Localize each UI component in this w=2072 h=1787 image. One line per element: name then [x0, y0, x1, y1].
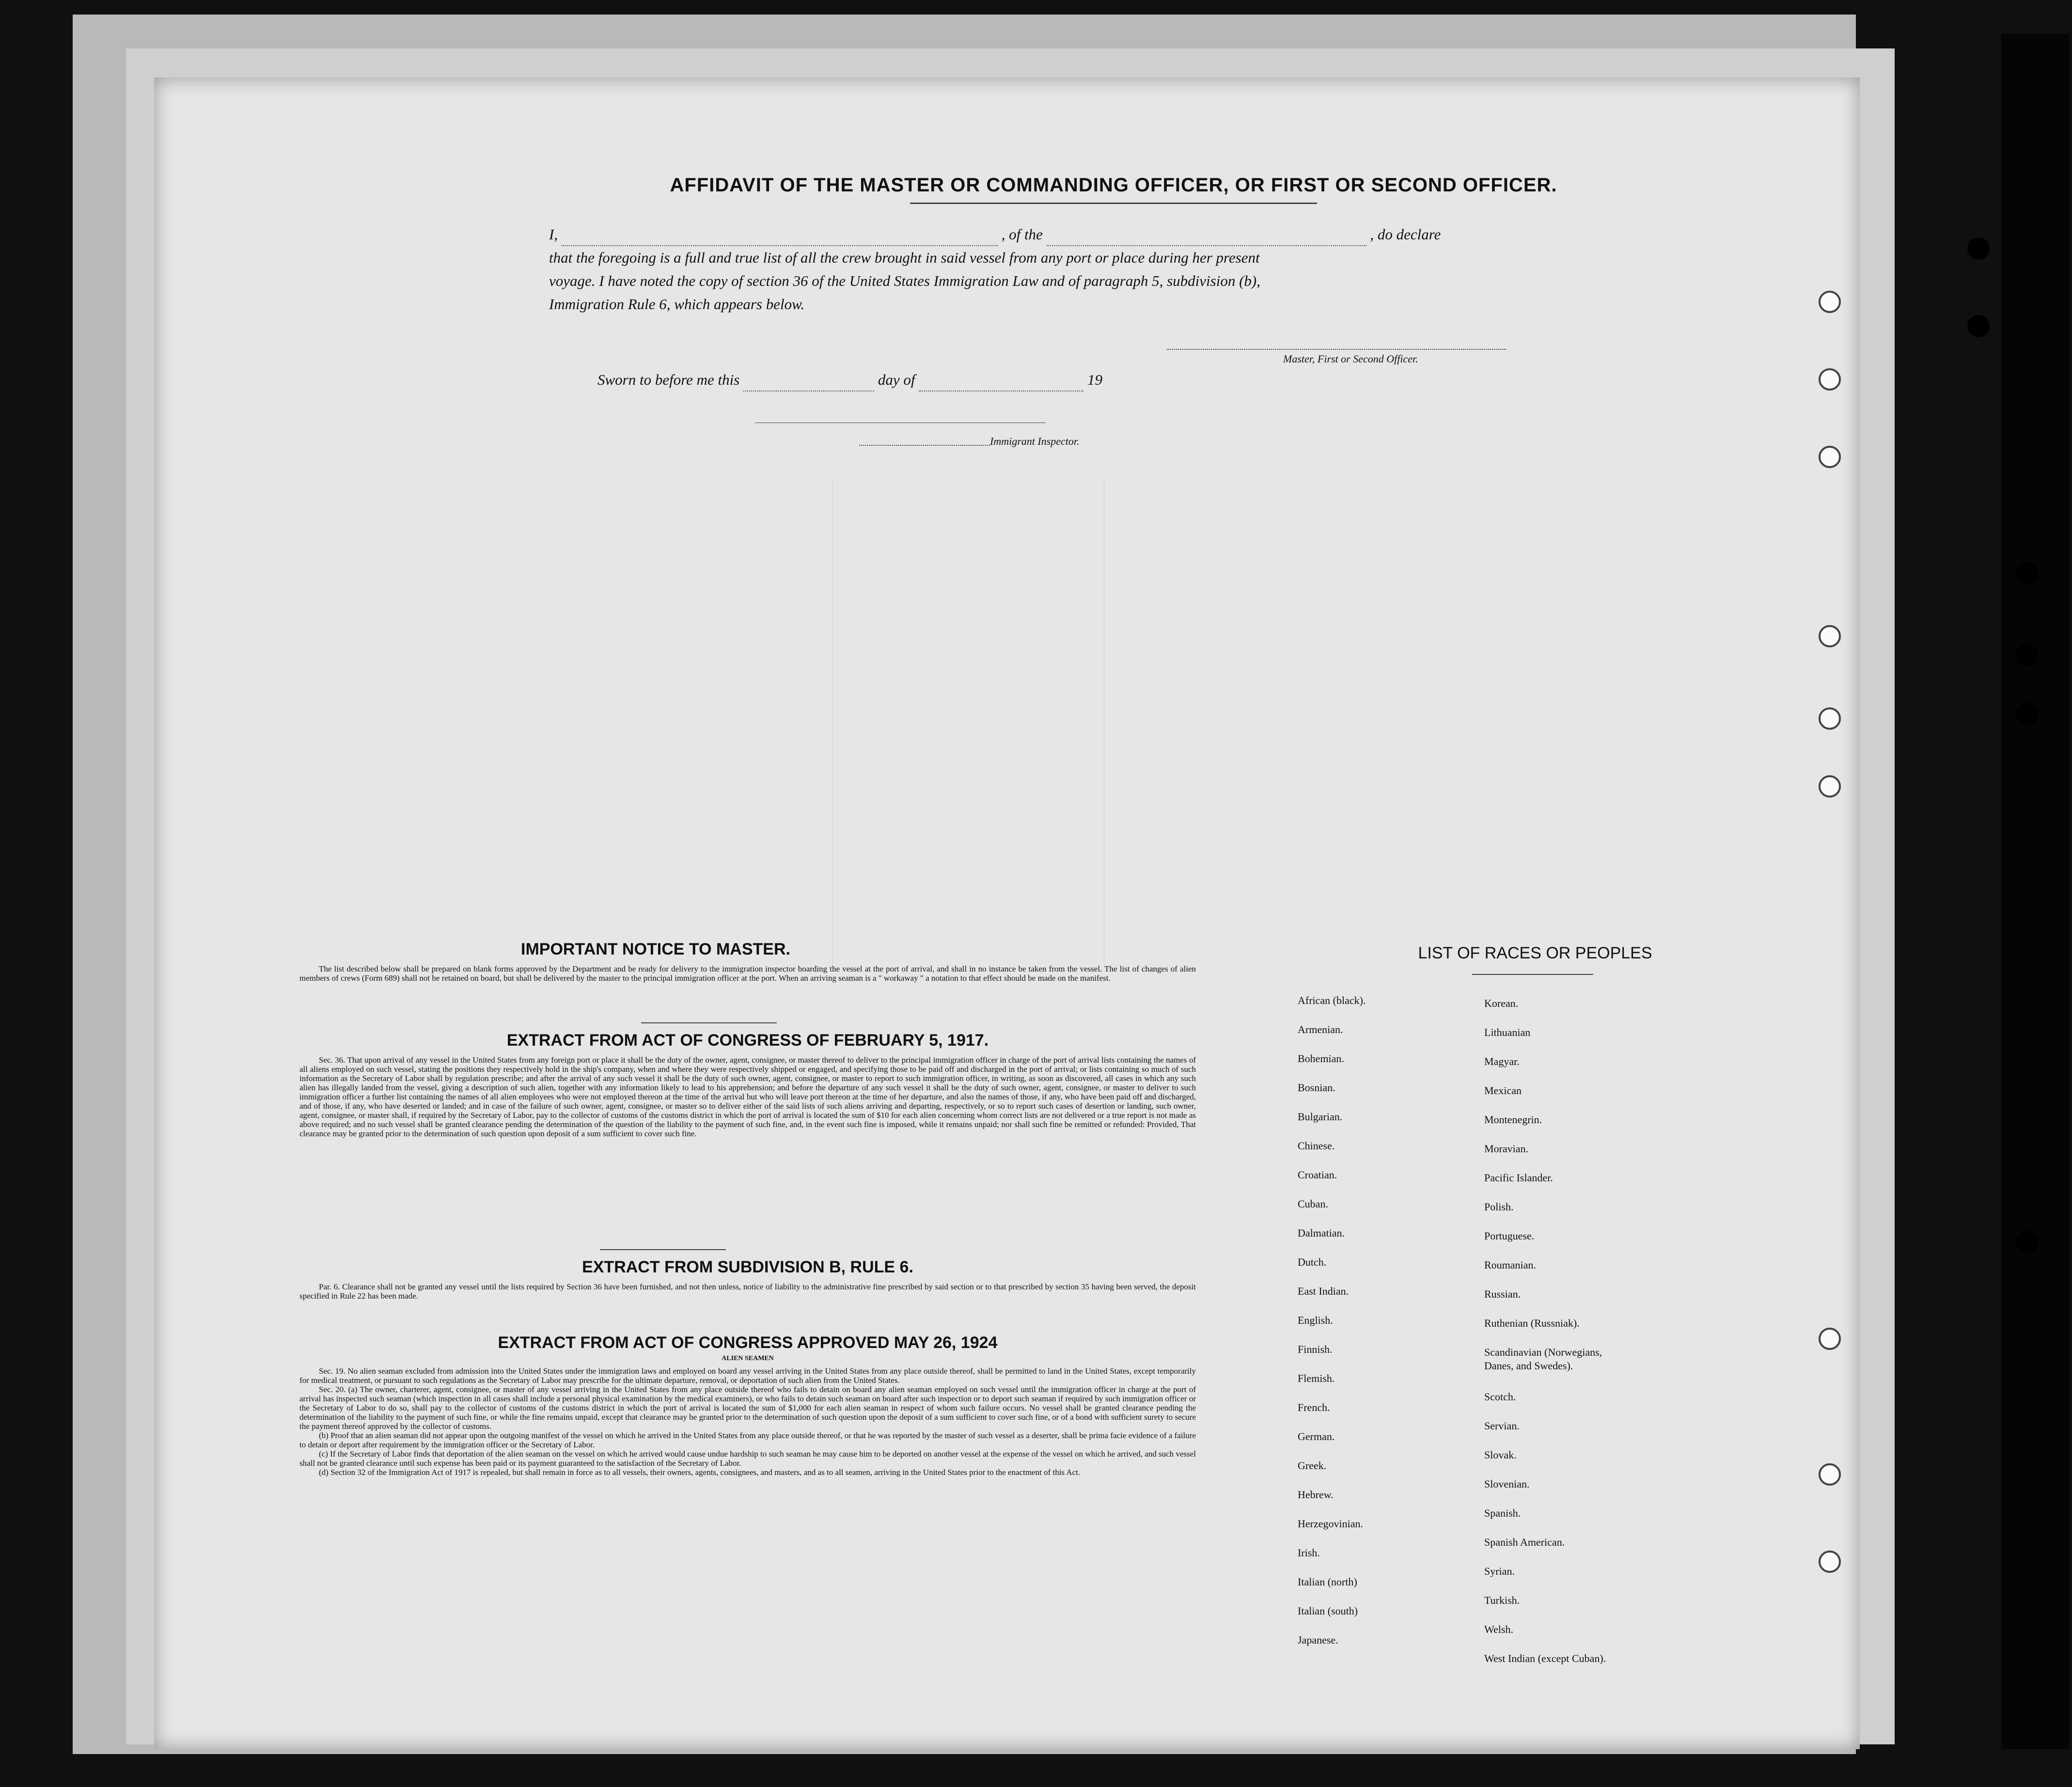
declarant-label: I,: [549, 226, 558, 243]
vessel-label: , of the: [1001, 226, 1043, 243]
race-item: Italian (south): [1298, 1605, 1358, 1617]
race-item: Bosnian.: [1298, 1082, 1335, 1094]
race-item: Dalmatian.: [1298, 1227, 1345, 1239]
punch-hole: [1819, 707, 1841, 730]
extract-1924-sec20d: (d) Section 32 of the Immigration Act of 1917 is repealed, but shall remain in force as to all vessels, their owners, agents, consignees, and masters, and as to all seamen, arriving in the United States prior to the enactment of this Act.: [319, 1468, 1081, 1477]
race-item: Greek.: [1298, 1459, 1327, 1472]
race-item: Spanish.: [1484, 1507, 1521, 1519]
race-item: African (black).: [1298, 994, 1366, 1006]
extract-1924-body: [299, 1366, 1196, 1477]
extract-1924-sec20b: (b) Proof that an alien seaman did not appear upon the outgoing manifest of the vessel on which he arrived in the United States from any place outside thereof, or that he was reported by the master of such vessel as a deserter, shall be prima facie evidence of a failure to detain or deport after requirement by the immigration officer or the Secretary of Labor.: [299, 1431, 1196, 1449]
race-item: Pacific Islander.: [1484, 1172, 1553, 1184]
punch-hole: [1819, 1328, 1841, 1350]
race-item: Slovak.: [1484, 1449, 1517, 1461]
race-item: Finnish.: [1298, 1343, 1333, 1355]
race-item: Scotch.: [1484, 1391, 1516, 1403]
race-item: Bulgarian.: [1298, 1111, 1343, 1123]
extract-rule6-title: EXTRACT FROM SUBDIVISION B, RULE 6.: [582, 1258, 913, 1276]
race-item: Italian (north): [1298, 1576, 1357, 1588]
race-item: Flemish.: [1298, 1372, 1335, 1384]
race-item: Turkish.: [1484, 1594, 1520, 1606]
punch-hole: [1819, 775, 1841, 798]
sworn-line: [597, 368, 1324, 392]
race-item: Ruthenian (Russniak).: [1484, 1317, 1580, 1329]
extract-1924-sec20c: (c) If the Secretary of Labor finds that deportation of the alien seaman on the vessel on which he arrived would cause undue hardship to such seaman he may cause him to be deported on another vessel at the expense of the vessel on which he arrived, and such vessel shall not be granted clearance until such expense has been paid or its payment guaranteed to the satisfaction of the Secretary of Labor.: [299, 1449, 1196, 1468]
race-item: Servian.: [1484, 1420, 1520, 1432]
binder-hole: [1967, 315, 1990, 337]
declare-label: , do declare: [1370, 226, 1441, 243]
punch-hole: [1819, 291, 1841, 313]
punch-hole: [1819, 446, 1841, 468]
race-item: Russian.: [1484, 1288, 1521, 1300]
race-item: Montenegrin.: [1484, 1113, 1542, 1126]
race-item: Slovenian.: [1484, 1478, 1530, 1490]
race-item: Armenian.: [1298, 1023, 1343, 1035]
extract-1924-sec19: Sec. 19. No alien seaman excluded from admission into the United States under the immigration laws and employed on board any vessel arriving in the United States from any place outside thereof, shall be permitted to land in the United States, except temporarily for medical treatment, or pursuant to such regulations as the Secretary of Labor may prescribe for the ultimate departure, removal, or deportation of such alien from the United States.: [299, 1366, 1196, 1385]
race-item: Cuban.: [1298, 1198, 1328, 1210]
notice-text: The list described below shall be prepared on blank forms approved by the Department and be ready for delivery to the immigration inspector boarding the vessel at the port of arrival, and shall in no instance be taken from the vessel. The list of changes of alien members of crews (Form 689) shall not be retained on board, but shall be delivered by the master to the principal immigration officer at the port. When an arriving seaman is a " workaway " a notation to that effect should be made on the manifest.: [299, 964, 1196, 983]
race-item: Syrian.: [1484, 1565, 1515, 1577]
race-item: German.: [1298, 1430, 1335, 1442]
races-title-rule: [1472, 974, 1593, 975]
sworn-month-field[interactable]: [919, 376, 1083, 392]
race-item: Welsh.: [1484, 1623, 1513, 1635]
affidavit-line-4: Immigration Rule 6, which appears below.: [549, 296, 805, 313]
year-label: 19: [1087, 371, 1102, 388]
binder-hole: [2016, 644, 2038, 667]
punch-hole: [1819, 368, 1841, 391]
punch-hole: [1819, 1551, 1841, 1573]
extract-1917-text: Sec. 36. That upon arrival of any vessel in the United States from any foreign port or place it shall be the duty of the owner, agent, consignee, or master thereof to deliver to the principal immigration officer in charge of the port of arrival lists containing the names of all aliens employed on such vessel, stating the positions they respectively hold in the ship's company, when and where they were respectively shipped or engaged, and specifying those to be paid off and discharged in the port of arrival; or lists containing so much of such information as the Secretary of Labor shall by regulation prescribe; and after the arrival of any such vessel it shall be the duty of such owner, agent, consignee, or master to report to such immigration officer, in writing, as soon as discovered, all cases in which any such alien has illegally landed from the vessel, giving a description of such alien, together with any information likely to lead to his apprehension; and before the departure of any such vessel it shall be the duty of such owner, agent, consignee, or master to deliver to such immigration officer a further list containing the names of all alien employees who were not employed thereon at the time of the arrival but who will leave port thereon at the time of her departure, and also the names of those, if any, who have been paid off and discharged, and of those, if any, who have deserted or landed; and in case of the failure of such owner, agent, consignee, or master so to deliver either of the said lists of such aliens arriving and departing, respectively, or so to report such cases of desertion or landing, such owner, agent, consignee, or master shall, if required by the Secretary of Labor, pay to the collector of customs of the customs district in which the port of arrival is located the sum of $10 for each alien concerning whom correct lists are not delivered or a true report is not made as above required; and no such vessel shall be granted clearance pending the determination of the question of the liability to the payment of such fine, and, in the event such fine is imposed, while it remains unpaid; nor shall such fine be remitted or refunded: Provided, That clearance may be granted prior to the determination of such question upon deposit of a sum sufficient to cover such fine.: [299, 1055, 1196, 1138]
affidavit-line-2: that the foregoing is a full and true list of all the crew brought in said vessel from any port or place during her present: [549, 249, 1260, 266]
affidavit-title: AFFIDAVIT OF THE MASTER OR COMMANDING OFFICER, OR FIRST OR SECOND OFFICER.: [670, 174, 1557, 196]
day-of-label: day of: [878, 371, 915, 388]
inspector-caption: Immigrant Inspector.: [990, 435, 1080, 447]
faint-column-rule: [832, 480, 833, 964]
race-item: East Indian.: [1298, 1285, 1349, 1297]
race-item: Bohemian.: [1298, 1052, 1344, 1065]
binder-hole: [2016, 703, 2038, 725]
punch-hole: [1819, 1463, 1841, 1486]
notice-title: IMPORTANT NOTICE TO MASTER.: [521, 940, 790, 958]
binder-strip: [2001, 34, 2069, 1749]
section-rule: [600, 1249, 726, 1250]
race-item: Polish.: [1484, 1201, 1514, 1213]
race-item: Portuguese.: [1484, 1230, 1535, 1242]
sworn-label: Sworn to before me this: [597, 371, 740, 388]
binder-hole: [1967, 237, 1990, 260]
race-item: Herzegovinian.: [1298, 1518, 1363, 1530]
race-item: Roumanian.: [1484, 1259, 1536, 1271]
race-item: Dutch.: [1298, 1256, 1327, 1268]
binder-hole: [2016, 1231, 2038, 1253]
sworn-day-field[interactable]: [743, 376, 874, 392]
extract-1924-sec20a: Sec. 20. (a) The owner, charterer, agent, consignee, or master of any vessel arriving in the United States from any place outside thereof who fails to detain on board any alien seaman employed on such vessel until the immigration officer in charge at the port of arrival has inspected such seaman (which inspection in all cases shall include a personal physical examination by the medical examiners), or who fails to detain such seaman on board after such inspection or to deport such seaman if required by such immigration officer or the Secretary of Labor to do so, shall pay to the collector of customs of the customs district in which the port of arrival is located the sum of $1,000 for each alien seaman in respect of whom such failure occurs. No vessel shall be granted clearance pending the determination of the liability to the payment of such fine, or while the fine remains unpaid, except that clearance may be granted prior to the determination of such question upon the deposit of a sum sufficient to cover such fine, or of a bond with sufficient surety to secure the payment thereof approved by the collector of customs.: [299, 1385, 1196, 1431]
binder-hole: [2016, 562, 2038, 584]
race-item: West Indian (except Cuban).: [1484, 1652, 1606, 1664]
race-item: Magyar.: [1484, 1055, 1520, 1067]
inspector-signature-line[interactable]: [859, 445, 990, 446]
affidavit-line-1: [549, 223, 1664, 246]
race-item: Irish.: [1298, 1547, 1320, 1559]
race-item: Moravian.: [1484, 1143, 1529, 1155]
affidavit-line-3: voyage. I have noted the copy of section 36 of the United States Immigration Law and of paragraph 5, subdivision (b),: [549, 272, 1260, 289]
extract-rule6-text: Par. 6. Clearance shall not be granted any vessel until the lists required by Section 36 have been furnished, and not then unless, notice of liability to the administrative fine prescribed by said section or to that prescribed by section 35 having been served, the deposit specified in Rule 22 has been made.: [299, 1282, 1196, 1301]
races-title: LIST OF RACES OR PEOPLES: [1418, 944, 1652, 962]
extract-1924-subtitle: ALIEN SEAMEN: [722, 1355, 774, 1362]
race-item: Lithuanian: [1484, 1026, 1531, 1038]
race-item: Danes, and Swedes).: [1484, 1360, 1573, 1372]
race-item: Japanese.: [1298, 1634, 1338, 1646]
race-item: Korean.: [1484, 997, 1519, 1009]
extract-1924-title: EXTRACT FROM ACT OF CONGRESS APPROVED MAY 26, 1924: [498, 1333, 998, 1352]
title-rule: [910, 203, 1317, 204]
declarant-name-field[interactable]: [562, 231, 998, 246]
punch-hole: [1819, 625, 1841, 647]
vessel-name-field[interactable]: [1047, 231, 1366, 246]
affidavit-body: [549, 223, 1664, 316]
race-item: English.: [1298, 1314, 1333, 1326]
race-item: Croatian.: [1298, 1169, 1337, 1181]
notice-body: [299, 964, 1196, 983]
section-rule: [641, 1022, 777, 1023]
manifest-page: [154, 78, 1860, 1749]
master-signature-line[interactable]: [1167, 349, 1506, 350]
race-item: French.: [1298, 1401, 1330, 1413]
extract-1917-body: [299, 1055, 1196, 1138]
race-item: Scandinavian (Norwegians,: [1484, 1346, 1602, 1358]
extract-rule6-body: [299, 1282, 1196, 1301]
extract-1917-title: EXTRACT FROM ACT OF CONGRESS OF FEBRUARY 5, 1917.: [506, 1031, 989, 1050]
race-item: Hebrew.: [1298, 1489, 1334, 1501]
master-caption: Master, First or Second Officer.: [1283, 353, 1418, 365]
race-item: Chinese.: [1298, 1140, 1335, 1152]
race-item: Spanish American.: [1484, 1536, 1565, 1548]
race-item: Mexican: [1484, 1084, 1522, 1097]
